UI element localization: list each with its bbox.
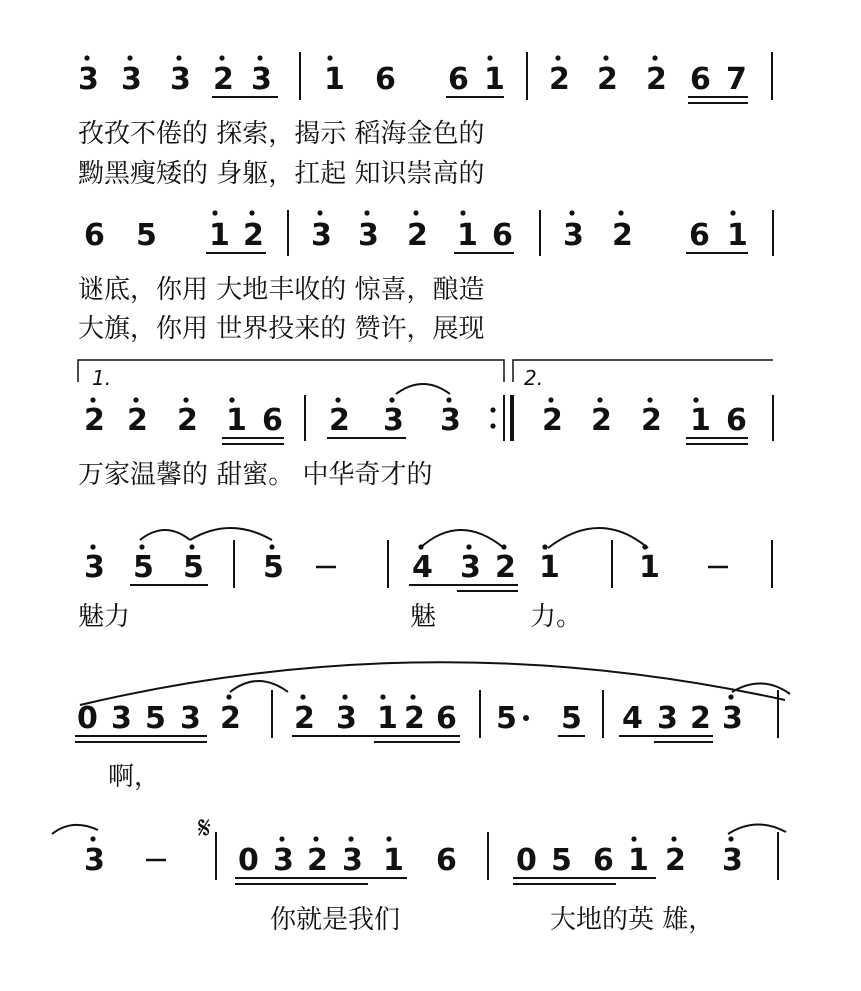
repeat-sign [490, 395, 512, 441]
note: 6 [593, 843, 614, 878]
staff-row-3 [78, 360, 773, 490]
note: 2 [84, 403, 105, 438]
slur [140, 530, 190, 540]
note: 5 [561, 701, 582, 736]
note: 3 [460, 550, 481, 585]
volta-1 [78, 360, 504, 382]
note: 5 [136, 218, 157, 253]
lyric-word: 你就是我们 [270, 905, 401, 935]
volta-2 [513, 360, 773, 382]
note: 1 [628, 843, 649, 878]
note: 2 [495, 550, 516, 585]
note: 1 [324, 62, 345, 97]
note: 5 [183, 550, 204, 585]
lyric-line-2: 黝黑瘦矮的 身躯，扛起 知识崇高的 [78, 159, 485, 189]
tie [396, 384, 450, 394]
note: 3 [78, 62, 99, 97]
note: 3 [84, 550, 105, 585]
note: 2 [307, 843, 328, 878]
staff-row-6 [52, 811, 786, 935]
octave-dots [90, 836, 733, 841]
note: 2 [549, 62, 570, 97]
note: 1 [639, 550, 660, 585]
note: 6 [84, 218, 105, 253]
note: 4 [412, 550, 433, 585]
note: 2 [597, 62, 618, 97]
note: 3 [336, 701, 357, 736]
note: 6 [375, 62, 396, 97]
note: 1 [727, 218, 748, 253]
note: 2 [690, 701, 711, 736]
note: 2 [591, 403, 612, 438]
tie [190, 528, 272, 540]
note: 2 [177, 403, 198, 438]
note: 5 [263, 550, 284, 585]
note: 2 [213, 62, 234, 97]
note: 2 [646, 62, 667, 97]
note: 3 [358, 218, 379, 253]
note: 3 [563, 218, 584, 253]
augmentation-dot [523, 715, 529, 721]
note: 1 [457, 218, 478, 253]
note: 3 [121, 62, 142, 97]
note: 3 [180, 701, 201, 736]
note: 3 [251, 62, 272, 97]
lyric-word: 啊， [108, 762, 161, 792]
octave-dots [212, 210, 735, 215]
note: 2 [641, 403, 662, 438]
lyric-line-1: 孜孜不倦的 探索，揭示 稻海金色的 [78, 119, 485, 149]
note: 3 [311, 218, 332, 253]
note: 6 [689, 218, 710, 253]
note: 5 [496, 701, 517, 736]
note: 1 [484, 62, 505, 97]
note: 1 [539, 550, 560, 585]
note: 3 [342, 843, 363, 878]
octave-dots [90, 397, 698, 402]
note: 0 [238, 843, 259, 878]
note: 0 [77, 701, 98, 736]
staff-row-4 [78, 528, 772, 632]
note: 2 [665, 843, 686, 878]
note: 3 [440, 403, 461, 438]
note: 6 [436, 701, 457, 736]
phrase-slur [80, 662, 785, 705]
note: 2 [329, 403, 350, 438]
note: 2 [542, 403, 563, 438]
note: 3 [84, 843, 105, 878]
note: 1 [383, 843, 404, 878]
note: 3 [657, 701, 678, 736]
note: 6 [448, 62, 469, 97]
note: 1 [690, 403, 711, 438]
note: 4 [622, 701, 643, 736]
note: 1 [377, 701, 398, 736]
note: 3 [722, 701, 743, 736]
note: 2 [294, 701, 315, 736]
lyric-line-2: 大旗，你用 世界投来的 赞许，展现 [78, 314, 485, 344]
note: 3 [722, 843, 743, 878]
staff-row-2 [78, 210, 773, 344]
note: 5 [145, 701, 166, 736]
note: 2 [407, 218, 428, 253]
note: 6 [492, 218, 513, 253]
note: 1 [209, 218, 230, 253]
note: 0 [516, 843, 537, 878]
volta-1-label: 1. [92, 366, 112, 390]
note: 2 [243, 218, 264, 253]
note: 3 [170, 62, 191, 97]
note: 3 [383, 403, 404, 438]
note: 6 [436, 843, 457, 878]
volta-2-label: 2. [524, 366, 544, 390]
note: 2 [612, 218, 633, 253]
lyric-word: 魅力 [78, 602, 131, 632]
lyric-line-1: 万家温馨的 甜蜜。 中华奇才的 [78, 460, 433, 490]
tie [548, 528, 648, 548]
segno-sign: 𝄋 [198, 811, 211, 846]
octave-dots [90, 544, 647, 549]
note: 2 [220, 701, 241, 736]
lyric-word: 魅 [410, 602, 437, 632]
lyric-word: 力。 [530, 602, 583, 632]
octave-dots [84, 55, 657, 60]
staff-row-5 [75, 662, 790, 792]
lyric-line-1: 谜底，你用 大地丰收的 惊喜，酿造 [78, 275, 485, 305]
tie [732, 683, 790, 694]
note: 1 [226, 403, 247, 438]
staff-row-1 [78, 52, 772, 189]
note: 2 [404, 701, 425, 736]
note: 3 [111, 701, 132, 736]
lyric-word: 大地的英 雄， [550, 905, 715, 935]
note: 2 [127, 403, 148, 438]
slur [420, 530, 504, 548]
note: 3 [273, 843, 294, 878]
tie [52, 825, 98, 834]
note: 5 [133, 550, 154, 585]
note: 7 [726, 62, 747, 97]
note: 6 [690, 62, 711, 97]
tie [230, 681, 288, 692]
note: 6 [726, 403, 747, 438]
note: 5 [551, 843, 572, 878]
note: 6 [262, 403, 283, 438]
